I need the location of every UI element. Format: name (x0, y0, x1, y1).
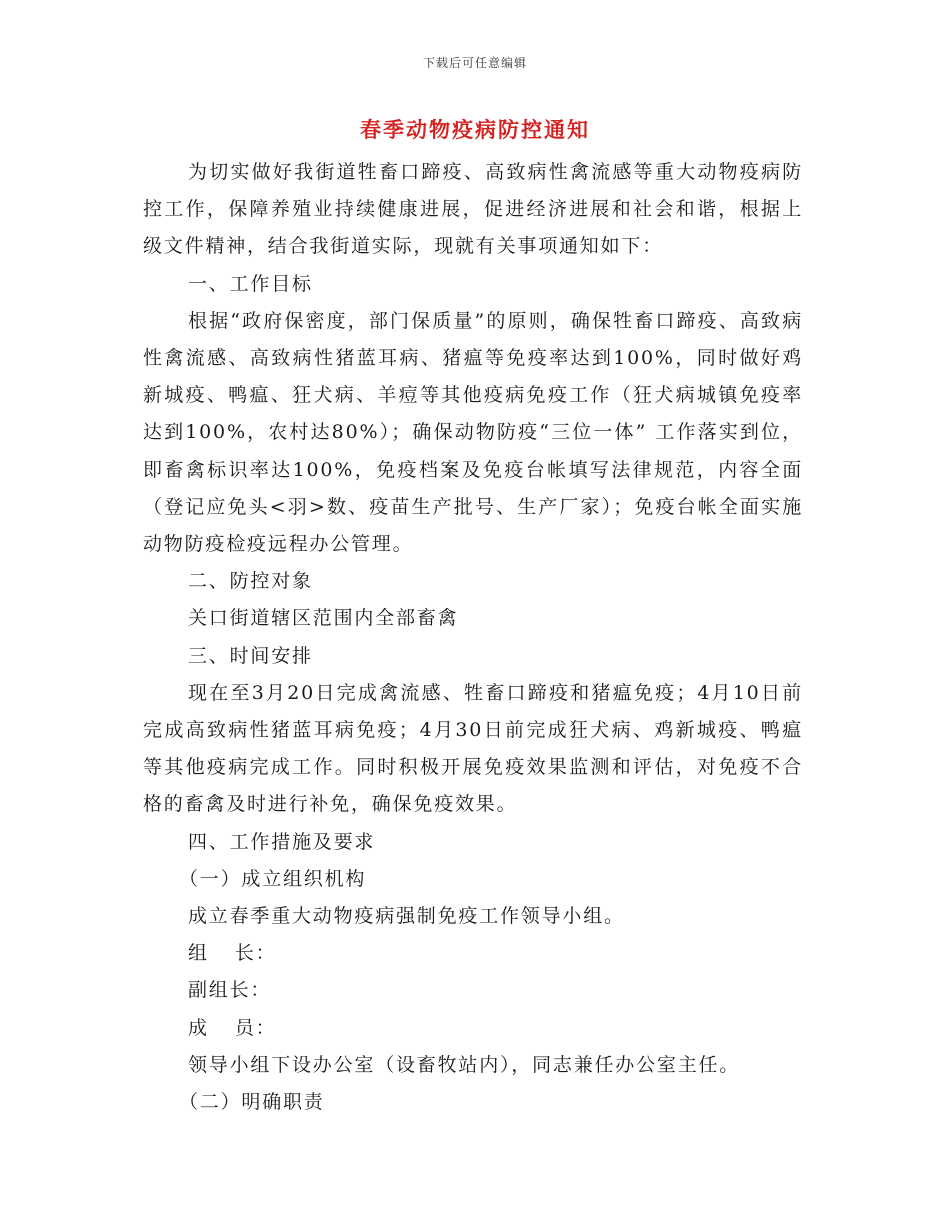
subsection1-heading: （一）成立组织机构 (179, 867, 367, 890)
deputy-leader-line: 副组长： (188, 979, 272, 1002)
document-title: 春季动物疫病防控通知 (360, 117, 590, 142)
section1-paragraph: 根据“政府保密度，部门保质量”的原则，确保牲畜口蹄疫、高致病性禽流感、高致病性猪蓝耳病、猪瘟等免疫率达到100%，同时做好鸡新城疫、鸭瘟、狂犬病、羊痘等其他疫病免疫工作（狂犬病城镇免疫率达到100%，农村达80%）；确保动物防疫“三位一体” 工作落实到位，即畜禽标识率达100%，免疫档案及免疫台帐填写法律规范，内容全面（登记应免头<羽>数、疫苗生产批号、生产厂家）；免疫台帐全面实施动物防疫检疫远程办公管理。 (143, 309, 803, 556)
section1-heading: 一、工作目标 (188, 272, 313, 295)
intro-paragraph: 为切实做好我街道牲畜口蹄疫、高致病性禽流感等重大动物疫病防控工作，保障养殖业持续健康进展，促进经济进展和社会和谐，根据上级文件精神，结合我街道实际，现就有关事项通知如下： (143, 161, 803, 258)
section4-heading: 四、工作措施及要求 (188, 830, 376, 853)
section3-heading: 三、时间安排 (188, 644, 313, 667)
section2-heading: 二、防控对象 (188, 570, 313, 593)
section2-paragraph: 关口街道辖区范围内全部畜禽 (188, 607, 459, 630)
subsection1-paragraph: 成立春季重大动物疫病强制免疫工作领导小组。 (188, 905, 625, 928)
leader-label-first: 组 (188, 942, 209, 965)
document-body (143, 154, 803, 1121)
page-header-note: 下载后可任意编辑 (422, 56, 527, 70)
leader-label-second: 长： (234, 942, 277, 965)
office-line: 领导小组下设办公室（设畜牧站内），同志兼任办公室主任。 (188, 1053, 741, 1076)
member-line (143, 1010, 803, 1047)
member-label-second: 员： (234, 1016, 277, 1039)
subsection2-heading: （二）明确职责 (179, 1091, 325, 1114)
section3-paragraph: 现在至3月20日完成禽流感、牲畜口蹄疫和猪瘟免疫；4月10日前完成高致病性猪蓝耳病免疫；4月30日前完成狂犬病、鸡新城疫、鸭瘟等其他疫病完成工作。同时积极开展免疫效果监测和评估，对免疫不合格的畜禽及时进行补免，确保免疫效果。 (143, 681, 803, 816)
leader-line (143, 935, 803, 972)
member-label-first: 成 (188, 1016, 209, 1039)
